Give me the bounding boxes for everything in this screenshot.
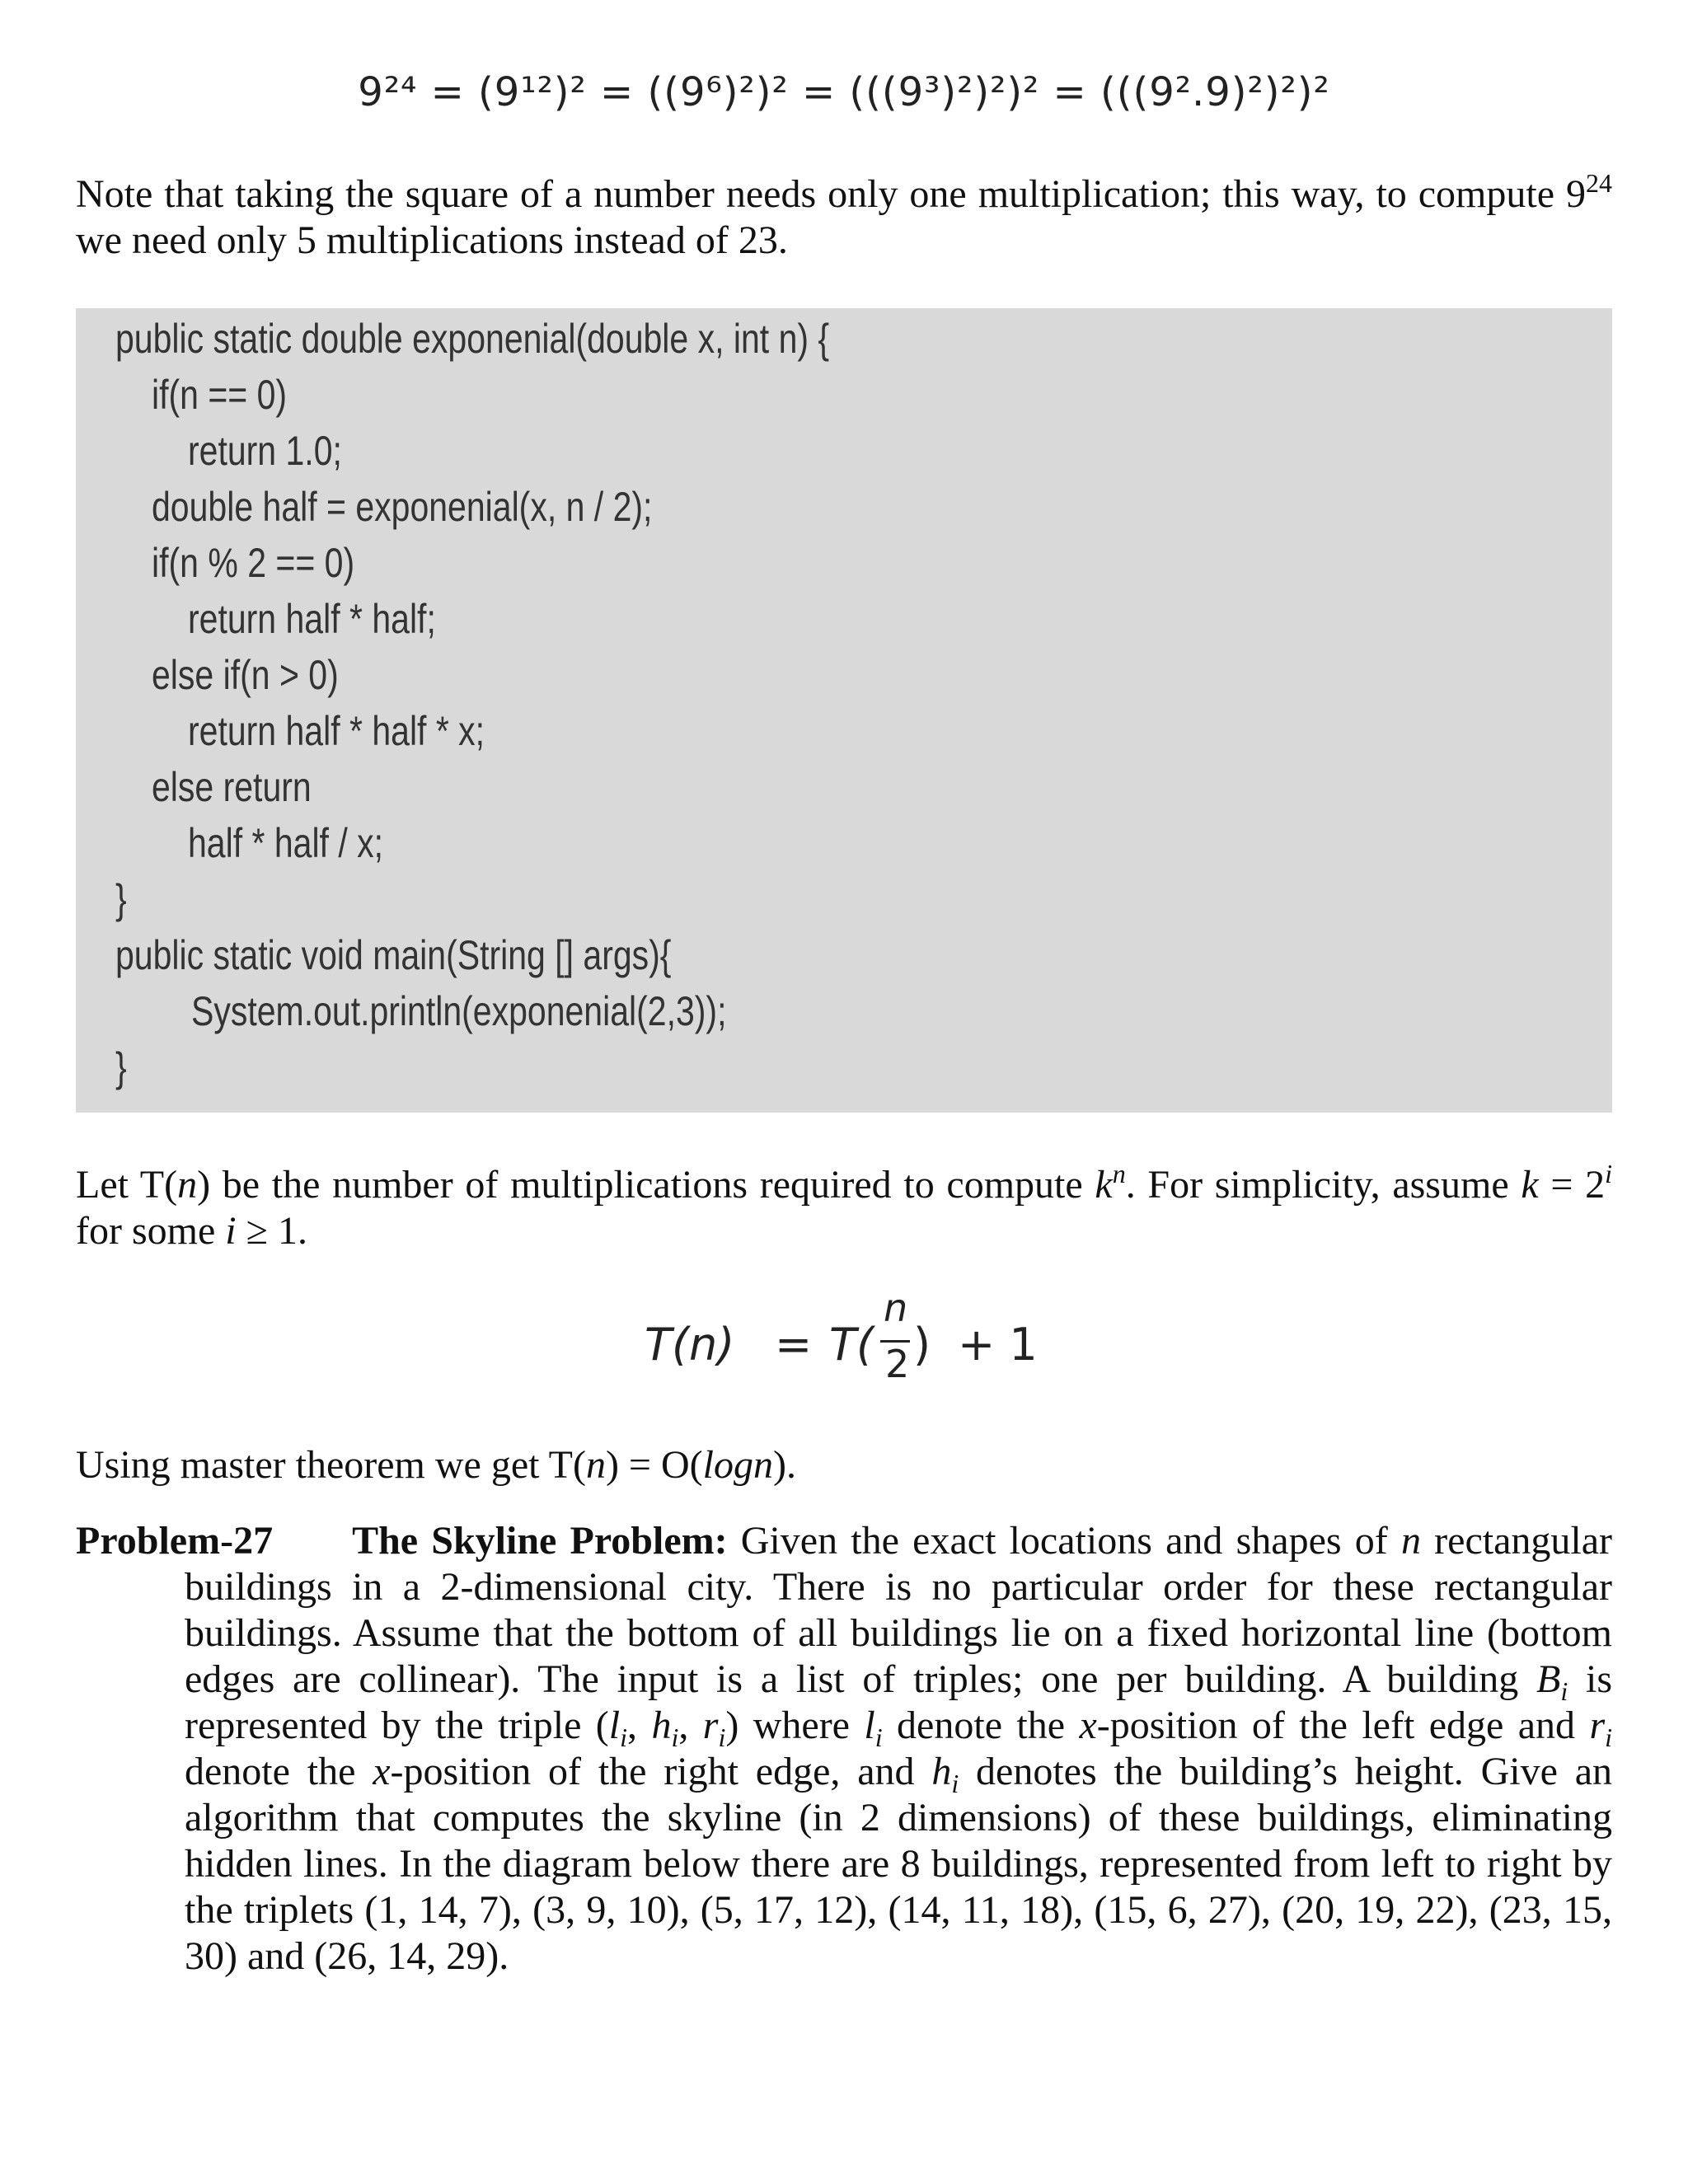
sub-i: i [1605, 1722, 1613, 1752]
code-line: if(n % 2 == 0) [152, 540, 355, 586]
sub-i: i [951, 1769, 959, 1798]
text: for some [76, 1209, 226, 1253]
code-line: if(n == 0) [152, 372, 288, 418]
code-line: half * half / x; [188, 820, 384, 866]
text: Given the exact locations and shapes of [727, 1519, 1401, 1563]
text: is represented by the triple ( [185, 1657, 1613, 1747]
text: , [627, 1704, 652, 1747]
code-line: public static void main(String [] args){ [115, 932, 672, 978]
code-line: } [115, 876, 127, 922]
text: ). [772, 1443, 796, 1487]
note-text-2: we need only 5 multiplications instead of 23. [76, 218, 788, 262]
exponent-equation: 9²⁴ = (9¹²)² = ((9⁶)²)² = (((9³)²)²)² = (((9².9)²)²)² [358, 69, 1330, 115]
master-theorem-line [76, 1442, 1612, 1488]
var-l: l [608, 1704, 621, 1747]
note-exponent: 24 [1586, 168, 1612, 198]
sub-i: i [874, 1722, 883, 1752]
code-line: else if(n > 0) [152, 652, 339, 698]
code-line: System.out.println(exponenial(2,3)); [191, 988, 727, 1034]
var-k: k [1521, 1163, 1539, 1207]
problem-label: Problem-27 [76, 1519, 274, 1563]
sub-i: i [671, 1722, 679, 1752]
recurrence-plus-one: + 1 [958, 1319, 1038, 1371]
sub-i: i [620, 1722, 628, 1752]
code-line: return 1.0; [188, 428, 342, 474]
code-line: return half * half; [188, 596, 436, 642]
var-r: r [702, 1704, 719, 1747]
problem-27-paragraph [76, 1518, 1612, 1980]
code-block [76, 308, 1612, 1113]
text: denote the [185, 1750, 373, 1793]
text: denote the [882, 1704, 1080, 1747]
text: . For simplicity, assume [1125, 1163, 1522, 1207]
recurrence-intro-paragraph [76, 1159, 1612, 1254]
text: ≥ 1. [236, 1209, 307, 1253]
var-h: h [931, 1750, 952, 1793]
var-i: i [225, 1209, 237, 1253]
text: -position of the left edge and [1096, 1704, 1590, 1747]
var-x: x [373, 1750, 391, 1793]
recurrence-equals: = [775, 1319, 813, 1371]
var-B: B [1536, 1657, 1561, 1701]
recurrence-close: ) [913, 1319, 931, 1371]
code-line: else return [152, 764, 312, 810]
recurrence-T: T( [829, 1319, 874, 1371]
note-text-1: Note that taking the square of a number needs only one multiplication; this way, to compute 9 [76, 172, 1586, 216]
text: Using master theorem we get T( [76, 1443, 586, 1487]
var-n: n [585, 1443, 606, 1487]
text: ) be the number of multiplications required to compute [197, 1163, 1095, 1207]
var-n: n [177, 1163, 198, 1207]
fraction-numerator: n [884, 1286, 908, 1330]
problem-title: The Skyline Problem: [352, 1519, 728, 1563]
note-paragraph [76, 168, 1612, 264]
var-x: x [1079, 1704, 1097, 1747]
fraction-denominator: 2 [885, 1342, 910, 1386]
text: rectangular buildings in a 2-dimensional city. There is no particular order for these rectangular buildings. Assume that the bottom of all buildings lie on a fixed horizontal line (bottom edges are collinear). The input is a list of triples; one per building. A building [185, 1519, 1613, 1701]
text: = 2 [1538, 1163, 1606, 1207]
var-n: n [1400, 1519, 1421, 1563]
code-line: double half = exponenial(x, n / 2); [152, 484, 653, 530]
var-r: r [1589, 1704, 1606, 1747]
exp-i: i [1605, 1159, 1612, 1188]
text: -position of the right edge, and [390, 1750, 932, 1793]
sub-i: i [718, 1722, 726, 1752]
code-line: public static double exponenial(double x, int n) { [115, 316, 830, 362]
var-l: l [864, 1704, 875, 1747]
exp-n: n [1112, 1159, 1126, 1188]
text: ) where [725, 1704, 865, 1747]
recurrence-equation [0, 1286, 1688, 1409]
text: ) = O( [605, 1443, 703, 1487]
logn: logn [702, 1443, 773, 1487]
var-h: h [651, 1704, 672, 1747]
text: Let T( [76, 1163, 178, 1207]
code-line: } [115, 1044, 127, 1090]
var-k: k [1095, 1163, 1113, 1207]
code-line: return half * half * x; [188, 708, 485, 754]
text: denotes the building’s height. Give an algorithm that computes the skyline (in 2 dimensions) of these buildings, eliminating hidden lines. In the diagram below there are 8 buildings, represented from left to right by the triplets (1, 14, 7), (3, 9, 10), (5, 17, 12), (14, 11, 18), (15, 6, 27), (20, 19, 22), (23, 15, 30) and (26, 14, 29). [185, 1750, 1613, 1978]
text: , [678, 1704, 703, 1747]
recurrence-lhs: T(n) [645, 1319, 735, 1371]
sub-i: i [1560, 1676, 1568, 1706]
